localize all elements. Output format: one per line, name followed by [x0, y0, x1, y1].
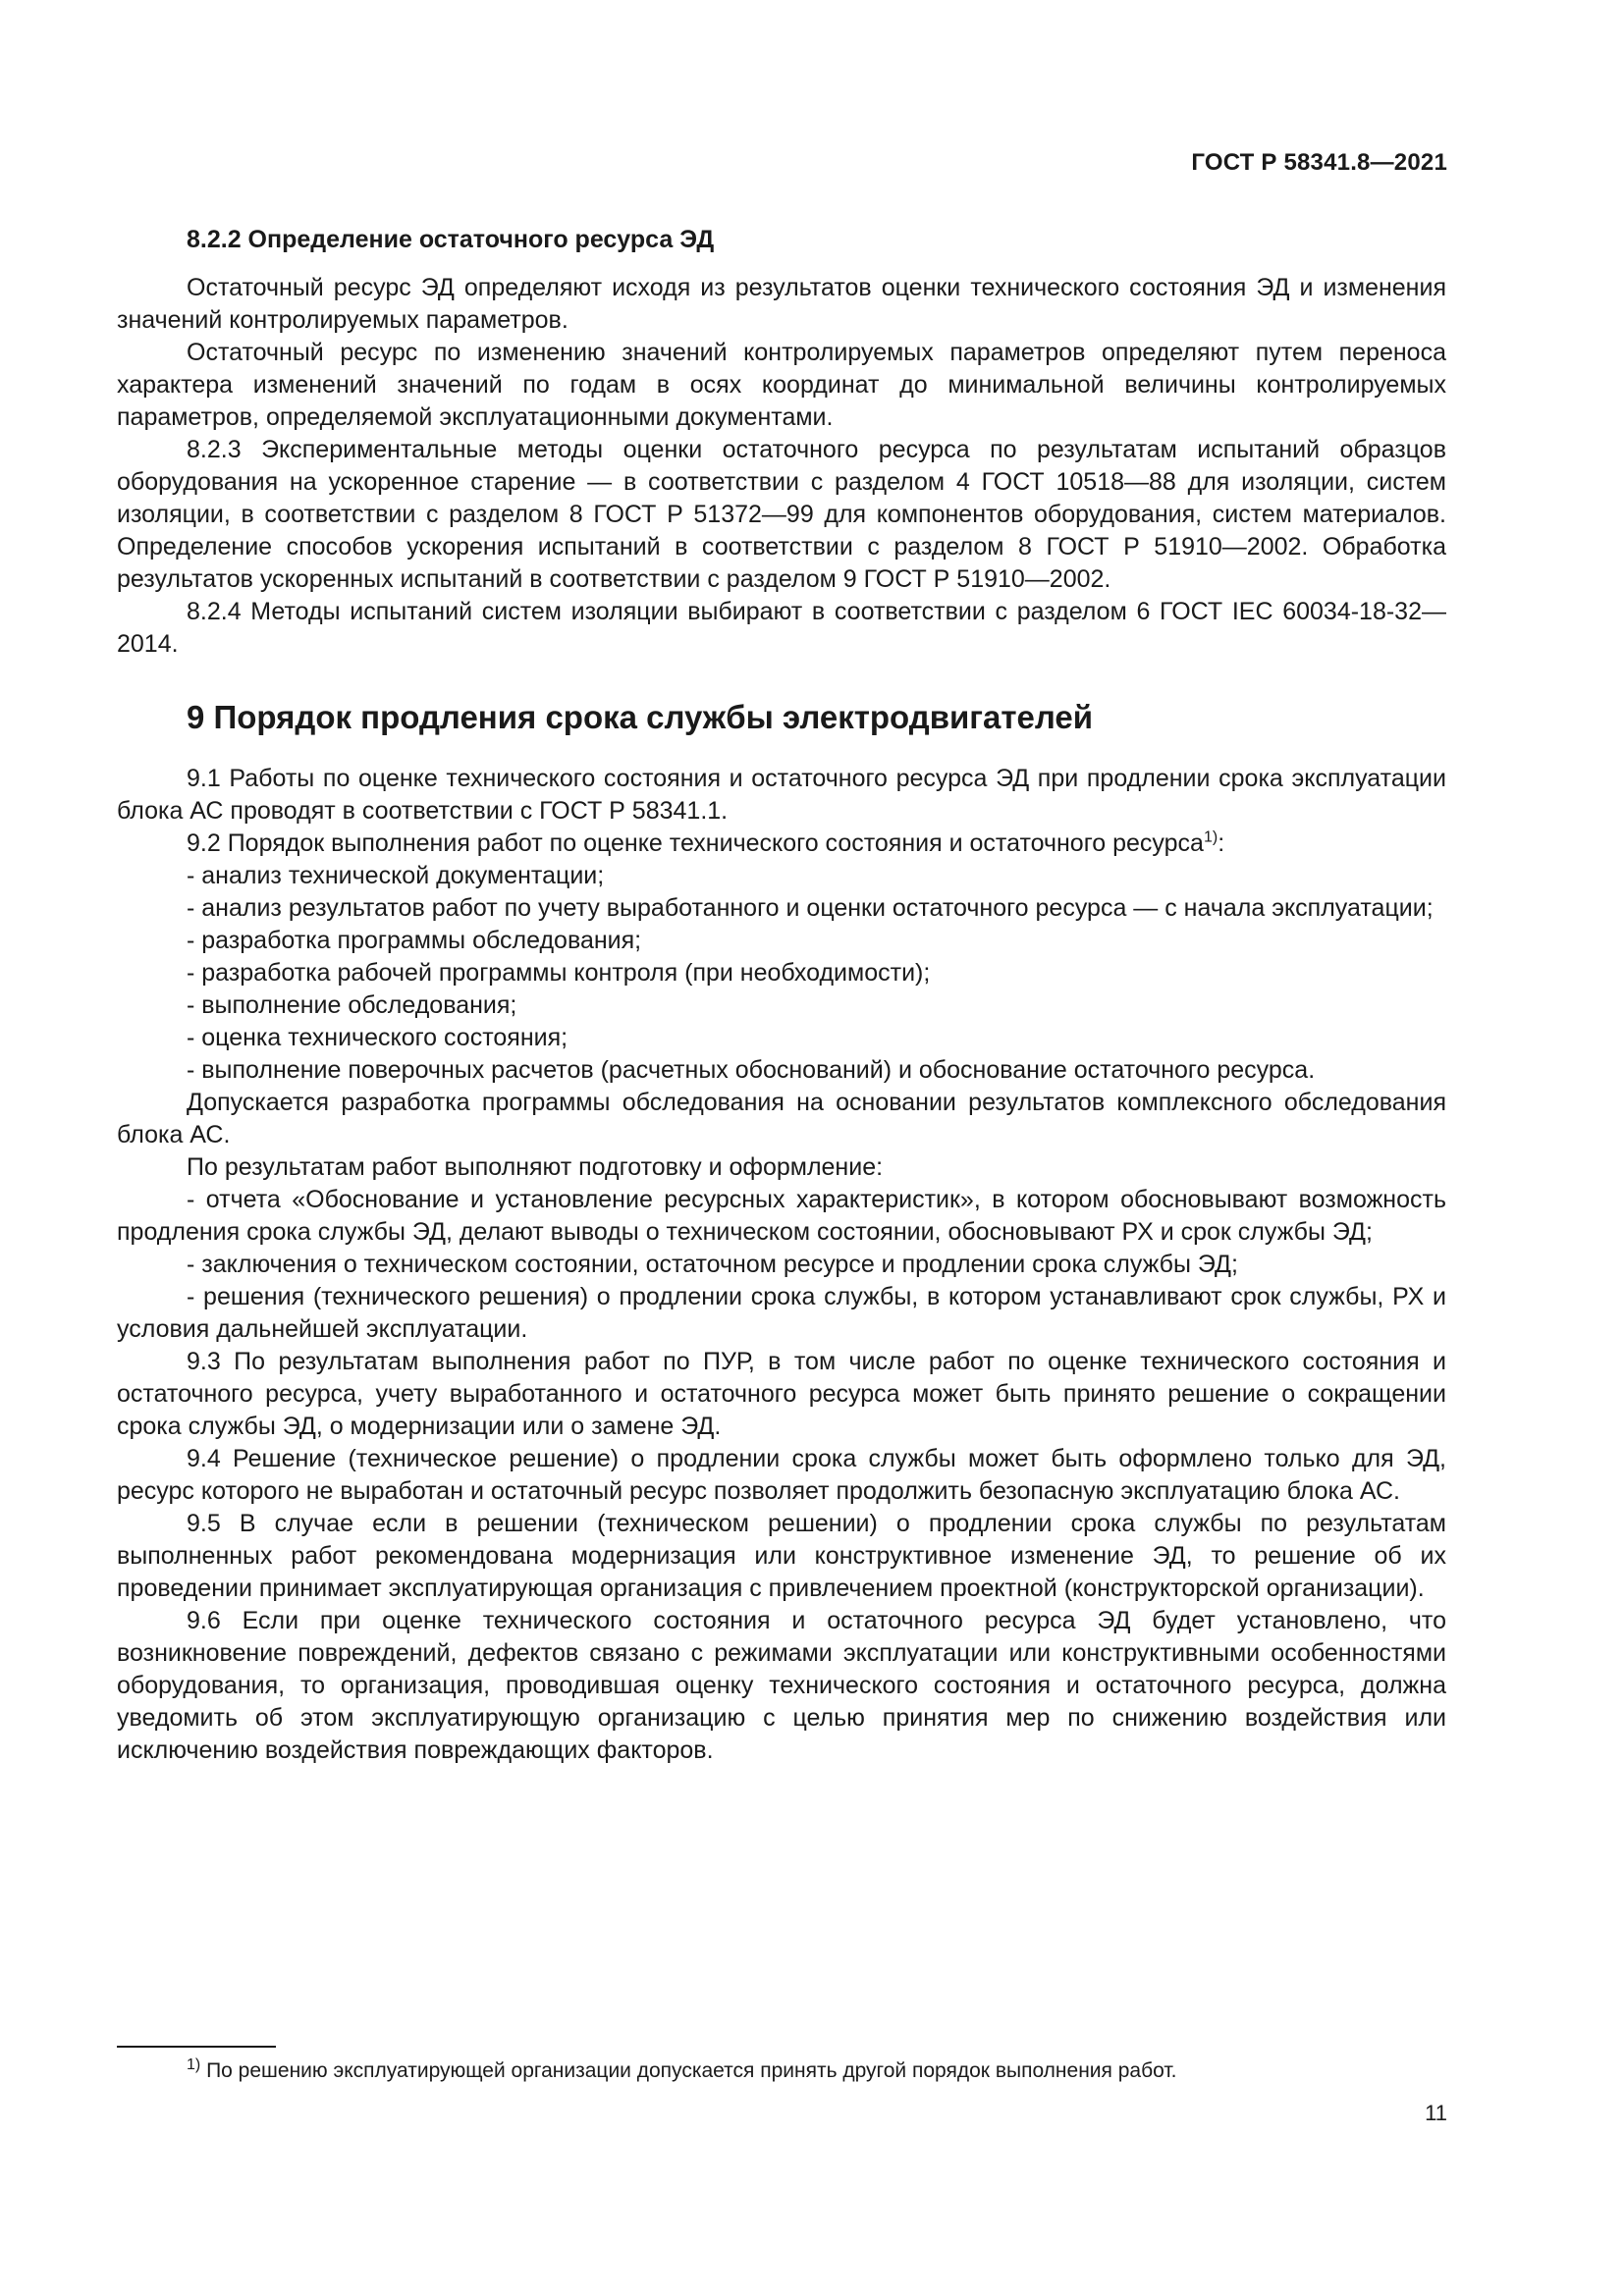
paragraph-9-5: 9.5 В случае если в решении (техническом решении) о продлении срока службы по результатам выполненных работ рекомендована модернизация или конструктивное изменение ЭД, то решение об их проведении принимает эксплуатирующая организация с привлечением проектной (конструкторской организации).: [117, 1510, 1446, 1602]
paragraph-9-1: 9.1 Работы по оценке технического состояния и остаточного ресурса ЭД при продлении срока эксплуатации блока АС проводят в соответствии с ГОСТ Р 58341.1.: [117, 765, 1446, 825]
list-item: - решения (технического решения) о продлении срока службы, в котором устанавливают срок службы, РХ и условия дальнейшей эксплуатации.: [117, 1283, 1446, 1343]
list-item: - выполнение поверочных расчетов (расчетных обоснований) и обоснование остаточного ресурса.: [187, 1056, 1316, 1084]
list-item: - анализ результатов работ по учету выработанного и оценки остаточного ресурса — с начала эксплуатации;: [187, 894, 1434, 922]
paragraph-9-2-tail: :: [1218, 829, 1225, 857]
footnote-divider: [117, 2046, 276, 2048]
list-item: - разработка программы обследования;: [187, 927, 642, 954]
paragraph-9-4: 9.4 Решение (техническое решение) о продлении срока службы может быть оформлено только для ЭД, ресурс которого не выработан и остаточный ресурс позволяет продолжить безопасную эксплуатацию блока АС.: [117, 1445, 1446, 1505]
list-item: - заключения о техническом состоянии, остаточном ресурсе и продлении срока службы ЭД;: [187, 1251, 1238, 1278]
footnote-marker: 1): [187, 2056, 201, 2073]
list-item: - выполнение обследования;: [187, 991, 517, 1019]
paragraph: По результатам работ выполняют подготовку и оформление:: [187, 1153, 884, 1181]
paragraph-9-2-text: 9.2 Порядок выполнения работ по оценке технического состояния и остаточного ресурса: [187, 829, 1204, 857]
paragraph-8-2-4: 8.2.4 Методы испытаний систем изоляции выбирают в соответствии с разделом 6 ГОСТ IEC 60034-18-32—2014.: [117, 598, 1446, 658]
paragraph: Остаточный ресурс ЭД определяют исходя из результатов оценки технического состояния ЭД и изменения значений контролируемых параметров.: [117, 274, 1446, 334]
document-id-header: ГОСТ Р 58341.8—2021: [1191, 149, 1447, 176]
list-item: - анализ технической документации;: [187, 862, 605, 889]
section-heading-8-2-2: 8.2.2 Определение остаточного ресурса ЭД: [187, 226, 715, 253]
list-item: - отчета «Обоснование и установление ресурсных характеристик», в котором обосновывают возможность продления срока службы ЭД, делают выводы о техническом состоянии, обосновывают РХ и срок службы ЭД;: [117, 1186, 1446, 1246]
paragraph-9-6: 9.6 Если при оценке технического состояния и остаточного ресурса ЭД будет установлено, что возникновение повреждений, дефектов связано с режимами эксплуатации или конструктивными особенностями оборудования, то организация, проводившая оценку технического состояния и остаточного ресурса, должна уведомить об этом эксплуатирующую организацию с целью принятия мер по снижению воздействия или исключению воздействия повреждающих факторов.: [117, 1607, 1446, 1764]
paragraph-8-2-3: 8.2.3 Экспериментальные методы оценки остаточного ресурса по результатам испытаний образцов оборудования на ускоренное старение — в соответствии с разделом 4 ГОСТ 10518—88 для изоляции, систем изоляции, в соответствии с разделом 8 ГОСТ Р 51372—99 для компонентов оборудования, систем материалов. Определение способов ускорения испытаний в соответствии с разделом 8 ГОСТ Р 51910—2002. Обработка результатов ускоренных испытаний в соответствии с разделом 9 ГОСТ Р 51910—2002.: [117, 436, 1446, 593]
section-heading-9: 9 Порядок продления срока службы электродвигателей: [187, 699, 1094, 735]
list-item: - разработка рабочей программы контроля (при необходимости);: [187, 959, 931, 987]
footnote-reference[interactable]: 1): [1203, 828, 1218, 846]
paragraph: Допускается разработка программы обследования на основании результатов комплексного обследования блока АС.: [117, 1089, 1446, 1148]
page-body: [117, 224, 1446, 1767]
paragraph: Остаточный ресурс по изменению значений контролируемых параметров определяют путем переноса характера изменений значений по годам в осях координат до минимальной величины контролируемых параметров, определяемой эксплуатационными документами.: [117, 339, 1446, 431]
paragraph-9-2: [117, 828, 1446, 860]
footnote: [187, 2057, 1424, 2085]
footnote-text: По решению эксплуатирующей организации допускается принять другой порядок выполнения работ.: [206, 2059, 1177, 2082]
paragraph-9-3: 9.3 По результатам выполнения работ по ПУР, в том числе работ по оценке технического состояния и остаточного ресурса, учету выработанного и остаточного ресурса может быть принято решение о сокращении срока службы ЭД, о модернизации или о замене ЭД.: [117, 1348, 1446, 1440]
page-number: 11: [1425, 2101, 1447, 2125]
list-item: - оценка технического состояния;: [187, 1024, 568, 1051]
